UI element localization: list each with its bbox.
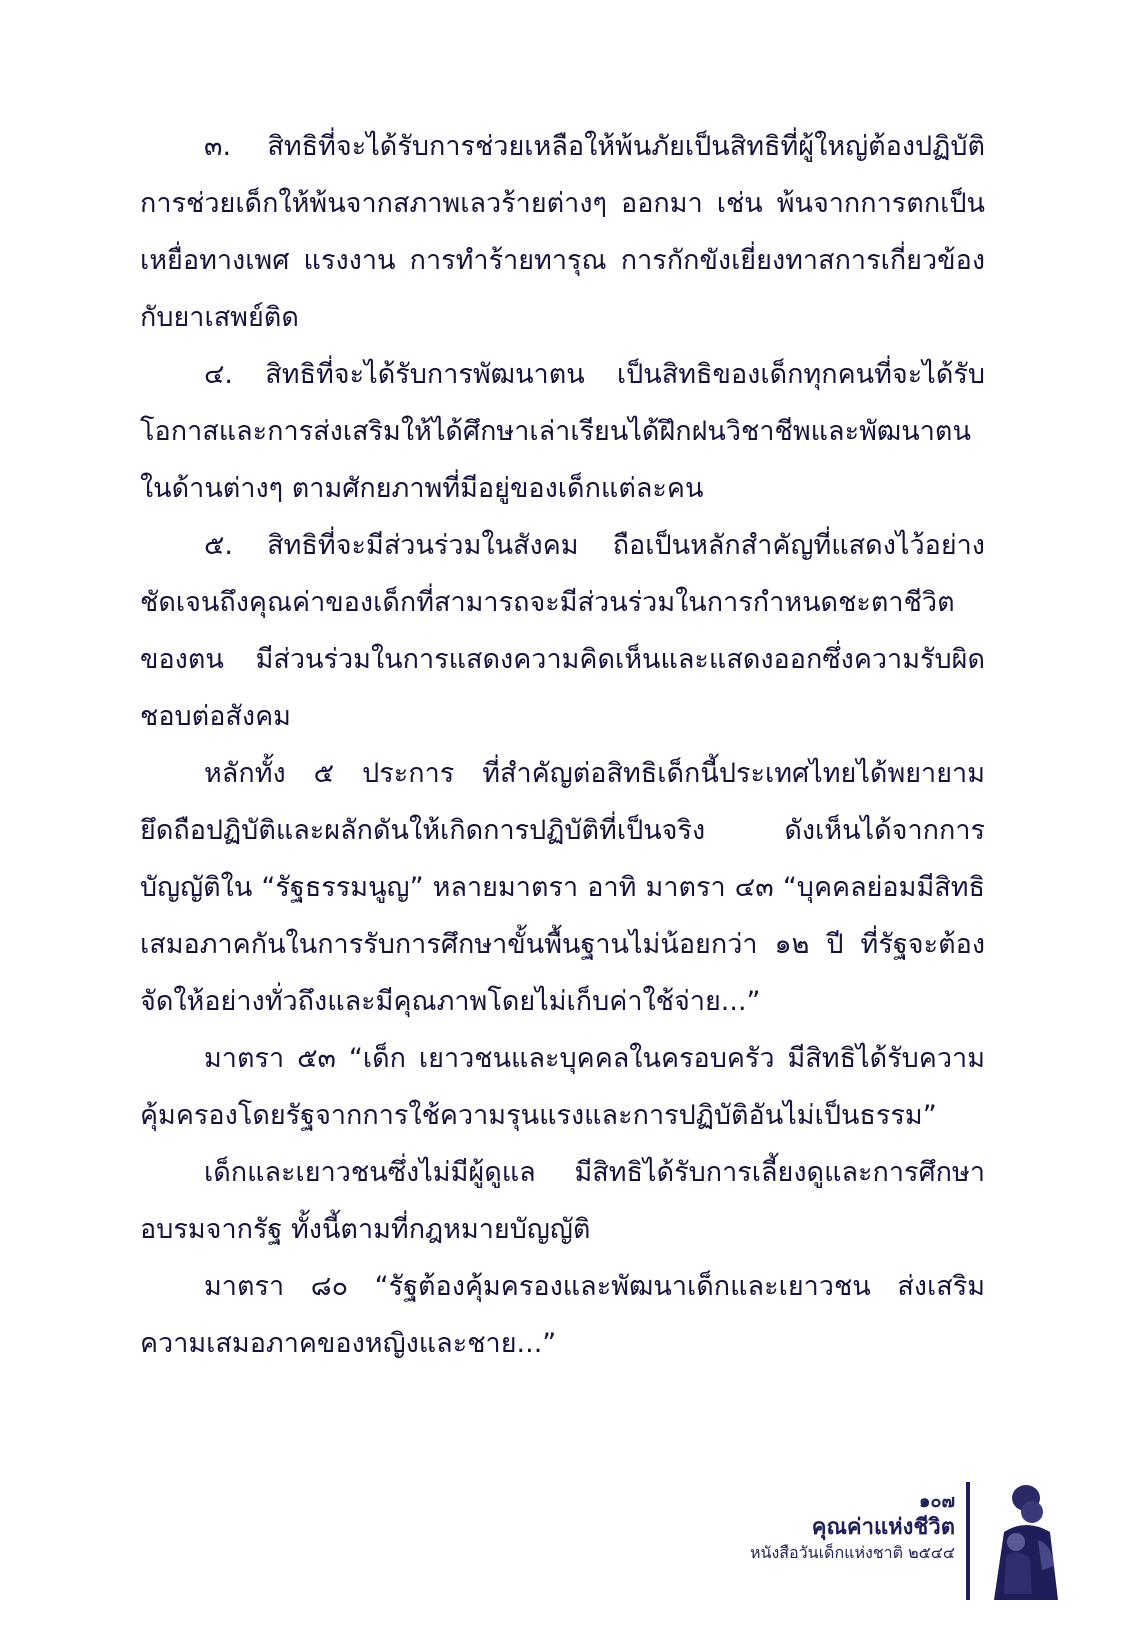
paragraph-right-4: ๔. สิทธิที่จะได้รับการพัฒนาตน เป็นสิทธิของเด็กทุกคนที่จะได้รับโอกาสและการส่งเสริมให้ได้ศึกษาเล่าเรียนได้ฝึกฝนวิชาชีพและพัฒนาตนในด้านต่างๆ ตามศักยภาพที่มีอยู่ของเด็กแต่ละคน: [140, 359, 985, 504]
page-footer: [750, 1490, 955, 1564]
page-number: ๑๐๗: [919, 1491, 955, 1512]
paragraph-section-80: มาตรา ๘๐ “รัฐต้องคุ้มครองและพัฒนาเด็กและเยาวชน ส่งเสริมความเสมอภาคของหญิงและชาย...”: [140, 1271, 985, 1359]
paragraph-right-3: ๓. สิทธิที่จะได้รับการช่วยเหลือให้พ้นภัยเป็นสิทธิที่ผู้ใหญ่ต้องปฏิบัติการช่วยเด็กให้พ้นจากสภาพเลวร้ายต่างๆ ออกมา เช่น พ้นจากการตกเป็นเหยื่อทางเพศ แรงงาน การทำร้ายทารุณ การกักขังเยี่ยงทาสการเกี่ยวข้องกับยาเสพย์ติด: [140, 131, 985, 333]
book-subtitle: หนังสือวันเด็กแห่งชาติ ๒๕๔๔: [749, 1543, 955, 1562]
body-text: [140, 118, 985, 1372]
paragraph-unattended-youth: เด็กและเยาวชนซึ่งไม่มีผู้ดูแล มีสิทธิได้รับการเลี้ยงดูและการศึกษาอบรมจากรัฐ ทั้งนี้ตามที่กฎหมายบัญญัติ: [140, 1157, 985, 1245]
paragraph-right-5: ๕. สิทธิที่จะมีส่วนร่วมในสังคม ถือเป็นหลักสำคัญที่แสดงไว้อย่างชัดเจนถึงคุณค่าของเด็กที่สามารถจะมีส่วนร่วมในการกำหนดชะตาชีวิตของตน มีส่วนร่วมในการแสดงความคิดเห็นและแสดงออกซึ่งความรับผิดชอบต่อสังคม: [140, 530, 985, 732]
paragraph-five-principles: หลักทั้ง ๕ ประการ ที่สำคัญต่อสิทธิเด็กนี้ประเทศไทยได้พยายามยึดถือปฏิบัติและผลักดันให้เกิดการปฏิบัติที่เป็นจริง ดังเห็นได้จากการบัญญัติใน “รัฐธรรมนูญ” หลายมาตรา อาทิ มาตรา ๔๓ “บุคคลย่อมมีสิทธิเสมอภาคกันในการรับการศึกษาขั้นพื้นฐานไม่น้อยกว่า ๑๒ ปี ที่รัฐจะต้องจัดให้อย่างทั่วถึงและมีคุณภาพโดยไม่เก็บค่าใช้จ่าย...”: [140, 758, 985, 1017]
book-title: คุณค่าแห่งชีวิต: [811, 1515, 955, 1540]
child-portrait-photo-icon: [980, 1470, 1068, 1610]
paragraph-section-53: มาตรา ๕๓ “เด็ก เยาวชนและบุคคลในครอบครัว มีสิทธิได้รับความคุ้มครองโดยรัฐจากการใช้ความรุนแรงและการปฏิบัติอันไม่เป็นธรรม”: [140, 1043, 985, 1131]
footer-divider: [966, 1482, 970, 1600]
